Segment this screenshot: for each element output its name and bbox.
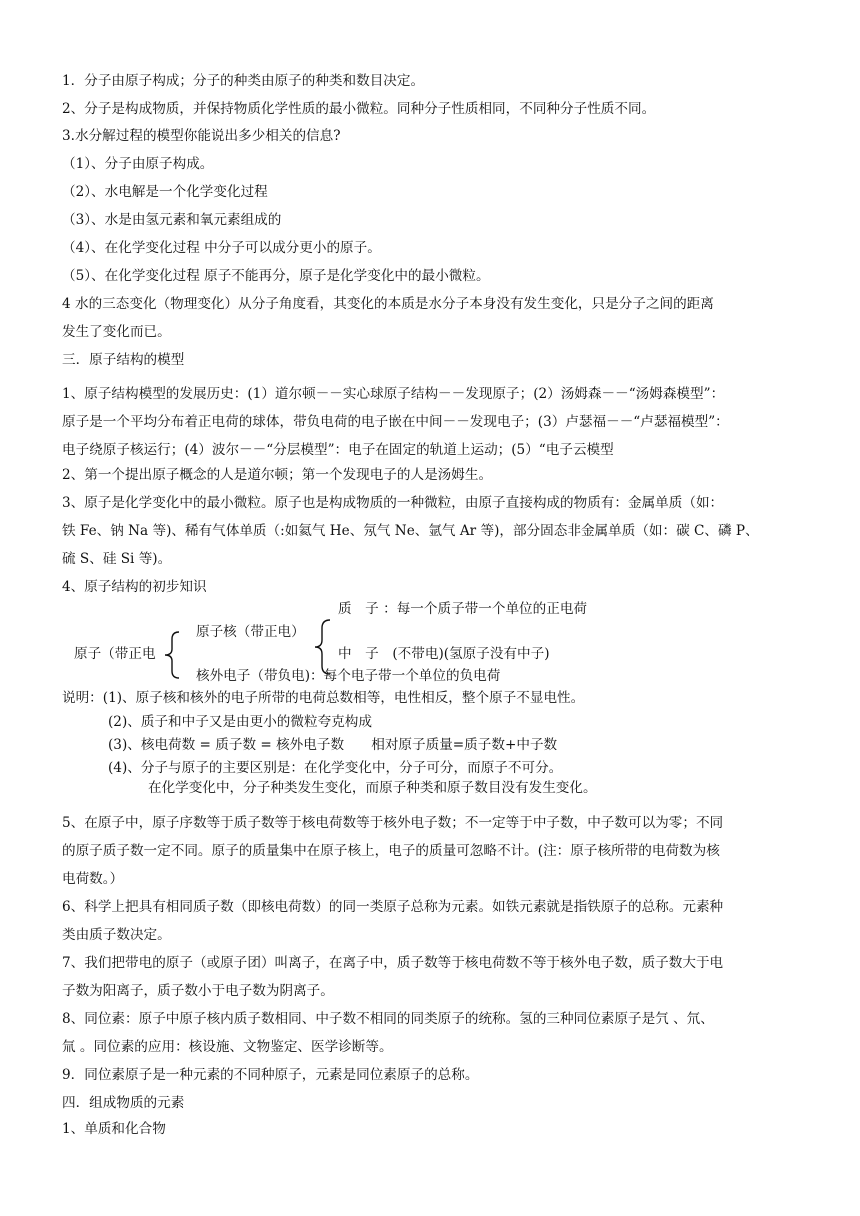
- text-line: （3）、水是由氢元素和氧元素组成的: [62, 212, 282, 228]
- text-line: 9．同位素原子是一种元素的不同种原子，元素是同位素原子的总称。: [62, 1067, 479, 1083]
- text-line: 2、分子是构成物质，并保持物质化学性质的最小微粒。同种分子性质相同，不同种分子性质不同。: [62, 101, 656, 117]
- text-line: 原子是一个平均分布着正电荷的球体，带负电荷的电子嵌在中间－－发现电子；(3）卢瑟福－－“卢瑟福模型”：: [62, 414, 729, 430]
- text-line: 3、原子是化学变化中的最小微粒。原子也是构成物质的一种微粒，由原子直接构成的物质有：金属单质（如：: [62, 495, 724, 511]
- atom-label: 原子（带正电: [74, 646, 156, 662]
- note-line: (3)、核电荷数 = 质子数 = 核外电子数 相对原子质量=质子数+中子数: [108, 737, 558, 753]
- neutron-label: 中 子 (不带电)(氢原子没有中子): [338, 646, 550, 662]
- text-line: 8、同位素：原子中原子核内质子数相同、中子数不相同的同类原子的统称。氢的三种同位素原子是氕 、氘、: [62, 1011, 714, 1027]
- text-line: 4 水的三态变化（物理变化）从分子角度看，其变化的本质是水分子本身没有发生变化，只是分子之间的距离: [62, 296, 714, 312]
- text-line: 1．分子由原子构成；分子的种类由原子的种类和数目决定。: [62, 73, 425, 89]
- text-line: 1、单质和化合物: [62, 1121, 166, 1137]
- text-line: （2）、水电解是一个化学变化过程: [62, 184, 268, 200]
- section-heading: 四．组成物质的元素: [62, 1095, 185, 1111]
- text-line: 3.水分解过程的模型你能说出多少相关的信息?: [62, 128, 341, 144]
- text-line: 2、第一个提出原子概念的人是道尔顿；第一个发现电子的人是汤姆生。: [62, 467, 493, 483]
- text-line: （1）、分子由原子构成。: [62, 156, 214, 172]
- atom-brace-icon: [162, 630, 184, 680]
- text-line: 发生了变化而已。: [62, 324, 171, 340]
- text-line: （4）、在化学变化过程 中分子可以成分更小的原子。: [62, 240, 381, 256]
- text-line: 类由质子数决定。: [62, 927, 171, 943]
- section-heading: 三．原子结构的模型: [62, 352, 185, 368]
- note-line: 说明：(1)、原子核和核外的电子所带的电荷总数相等，电性相反，整个原子不显电性。: [62, 690, 585, 706]
- text-line: （5）、在化学变化过程 原子不能再分，原子是化学变化中的最小微粒。: [62, 268, 490, 284]
- text-line: 4、原子结构的初步知识: [62, 579, 207, 595]
- text-line: 的原子质子数一定不同。原子的质量集中在原子核上，电子的质量可忽略不计。(注：原子核所带的电荷数为核: [62, 843, 720, 859]
- text-line: 6、科学上把具有相同质子数（即核电荷数）的同一类原子总称为元素。如铁元素就是指铁原子的总称。元素种: [62, 899, 724, 915]
- text-line: 铁 Fe、钠 Na 等)、稀有气体单质（:如氦气 He、氖气 Ne、氩气 Ar 等)，部分固态非金属单质（如：碳 C、磷 P、: [62, 523, 759, 539]
- proton-label: 质 子 ：每一个质子带一个单位的正电荷: [338, 601, 588, 617]
- text-line: 硫 S、硅 Si 等)。: [62, 551, 172, 567]
- electron-label: 核外电子（带负电)：每个电子带一个单位的负电荷: [196, 668, 501, 684]
- note-line: (2)、质子和中子又是由更小的微粒夸克构成: [108, 714, 372, 730]
- nucleus-label: 原子核（带正电）: [196, 624, 305, 640]
- note-line: (4)、分子与原子的主要区别是：在化学变化中，分子可分，而原子不可分。: [108, 760, 563, 776]
- text-line: 氚 。同位素的应用：核设施、文物鉴定、医学诊断等。: [62, 1039, 393, 1055]
- text-line: 子数为阳离子，质子数小于电子数为阴离子。: [62, 983, 334, 999]
- text-line: 电荷数。）: [62, 871, 124, 887]
- note-line: 在化学变化中，分子种类发生变化，而原子种类和原子数目没有发生变化。: [148, 780, 597, 796]
- text-line: 5、在原子中，原子序数等于质子数等于核电荷数等于核外电子数；不一定等于中子数，中子数可以为零；不同: [62, 815, 724, 831]
- text-line: 电子绕原子核运行；(4）波尔－－“分层模型”：电子在固定的轨道上运动；(5）“电子云模型: [62, 442, 614, 458]
- text-line: 7、我们把带电的原子（或原子团）叫离子，在离子中，质子数等于核电荷数不等于核外电子数，质子数大于电: [62, 955, 724, 971]
- text-line: 1、原子结构模型的发展历史：(1）道尔顿－－实心球原子结构－－发现原子；(2）汤姆森－－“汤姆森模型”：: [62, 386, 725, 402]
